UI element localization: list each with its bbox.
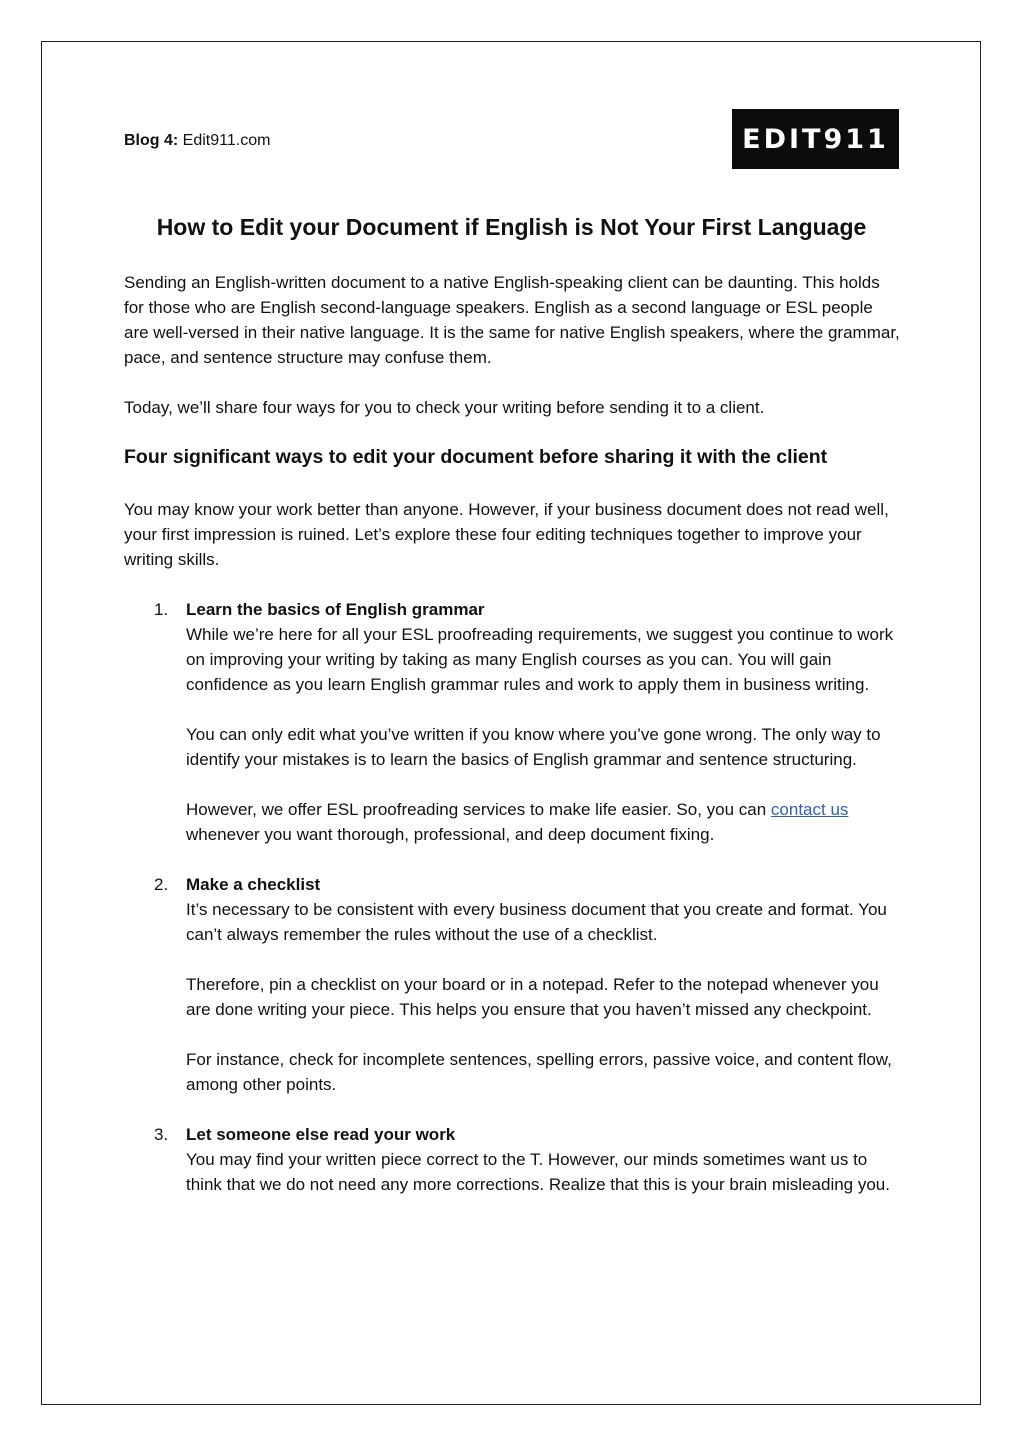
- intro-paragraph: Today, we’ll share four ways for you to check your writing before sending it to a client.: [124, 398, 765, 417]
- step-paragraph: It’s necessary to be consistent with every business document that you create and format. You can’t always remember the rules without the use of a checklist.: [186, 900, 887, 944]
- document-title: How to Edit your Document if English is Not Your First Language: [156, 214, 867, 240]
- step-paragraph: You may find your written piece correct to the T. However, our minds sometimes want us to think that we do not need any more corrections. Realize that this is your brain misleading you.: [186, 1150, 890, 1194]
- link-paragraph-before: However, we offer ESL proofreading services to make life easier. So, you can: [186, 800, 771, 819]
- step-item: [124, 1122, 902, 1197]
- section-heading: Four significant ways to edit your document before sharing it with the client: [124, 446, 828, 468]
- blog-label: [124, 131, 270, 151]
- step-paragraph-with-link: [186, 797, 902, 847]
- step-number: 3.: [154, 1125, 169, 1144]
- document-body: [124, 270, 902, 1222]
- contact-us-link[interactable]: contact us: [770, 800, 849, 819]
- edit911-logo: [732, 109, 899, 169]
- step-paragraph: For instance, check for incomplete sentences, spelling errors, passive voice, and content flow, among other points.: [186, 1050, 892, 1094]
- link-paragraph-after: whenever you want thorough, professional, and deep document fixing.: [186, 825, 715, 844]
- step-number: 2.: [154, 875, 169, 894]
- step-paragraph: While we’re here for all your ESL proofreading requirements, we suggest you continue to work on improving your writing by taking as many English courses as you can. You will gain confidence as you learn English grammar rules and work to apply them in business writing.: [186, 625, 894, 694]
- logo-text: EDIT911: [742, 123, 889, 155]
- blog-label-site: Edit911.com: [178, 132, 271, 149]
- step-item: [124, 872, 902, 1097]
- step-paragraph: Therefore, pin a checklist on your board or in a notepad. Refer to the notepad whenever you are done writing your piece. This helps you ensure that you haven’t missed any checkpoint.: [186, 975, 879, 1019]
- steps-list: [124, 597, 902, 1197]
- intro-paragraph: Sending an English-written document to a native English-speaking client can be daunting. This holds for those who are English second-language speakers. English as a second language or ESL people are well-versed in their native language. It is the same for native English speakers, where the grammar, pace, and sentence structure may confuse them.: [124, 273, 900, 367]
- blog-label-number: Blog 4:: [124, 132, 179, 149]
- step-item: [124, 597, 902, 847]
- step-number: 1.: [154, 600, 169, 619]
- step-title: Learn the basics of English grammar: [186, 600, 485, 619]
- section-intro-paragraph: You may know your work better than anyone. However, if your business document does not read well, your first impression is ruined. Let’s explore these four editing techniques together to improve your writing skills.: [124, 500, 889, 569]
- step-title: Let someone else read your work: [186, 1125, 456, 1144]
- step-paragraph: You can only edit what you’ve written if you know where you’ve gone wrong. The only way to identify your mistakes is to learn the basics of English grammar and sentence structuring.: [186, 725, 881, 769]
- step-title: Make a checklist: [186, 875, 321, 894]
